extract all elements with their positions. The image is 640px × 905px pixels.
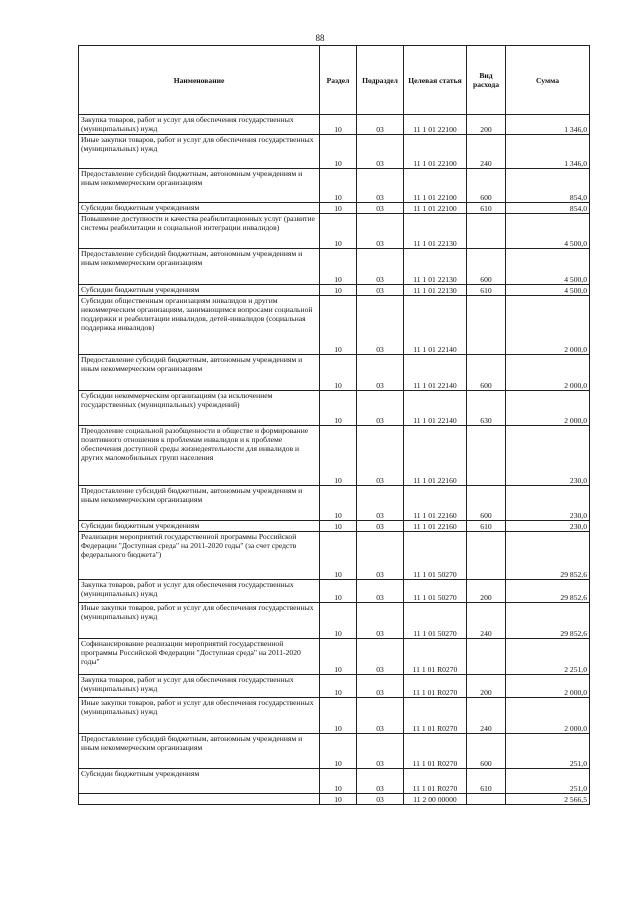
cell-sum: 2 566,5 <box>506 794 590 805</box>
cell-name: Иные закупки товаров, работ и услуг для обеспечения государственных (муниципальных) нужд <box>79 135 320 169</box>
cell-expense-type: 240 <box>467 603 506 639</box>
cell-target-article: 11 1 01 50270 <box>404 532 467 580</box>
cell-section: 10 <box>320 734 357 769</box>
cell-section: 10 <box>320 115 357 135</box>
cell-target-article: 11 1 01 R0270 <box>404 698 467 734</box>
cell-name: Предоставление субсидий бюджетным, автономным учреждениям и иным некоммерческим организациям <box>79 249 320 285</box>
page-number: 88 <box>315 33 325 43</box>
cell-subsection: 03 <box>357 794 404 805</box>
cell-expense-type <box>467 426 506 486</box>
cell-section: 10 <box>320 426 357 486</box>
column-header-name: Наименование <box>79 46 320 115</box>
table-row <box>79 426 590 486</box>
cell-expense-type <box>467 639 506 675</box>
cell-name: Субсидии общественным организациям инвалидов и другим некоммерческим организациям, занимающимся вопросами социальной поддержки и реабилитации инвалидов, детей-инвалидов (социальная поддержка инвалидов) <box>79 296 320 355</box>
cell-subsection: 03 <box>357 603 404 639</box>
cell-sum: 251,0 <box>506 734 590 769</box>
cell-expense-type: 600 <box>467 486 506 521</box>
cell-subsection: 03 <box>357 734 404 769</box>
table-row <box>79 249 590 285</box>
cell-subsection: 03 <box>357 214 404 249</box>
table-row <box>79 115 590 135</box>
cell-name: Закупка товаров, работ и услуг для обеспечения государственных (муниципальных) нужд <box>79 675 320 698</box>
cell-target-article: 11 1 01 22140 <box>404 391 467 426</box>
cell-section: 10 <box>320 296 357 355</box>
cell-sum: 4 500,0 <box>506 249 590 285</box>
cell-expense-type: 200 <box>467 115 506 135</box>
cell-name: Субсидии некоммерческим организациям (за исключением государственных (муниципальных) учреждений) <box>79 391 320 426</box>
cell-sum: 854,0 <box>506 203 590 214</box>
cell-section: 10 <box>320 203 357 214</box>
table-row <box>79 698 590 734</box>
cell-subsection: 03 <box>357 675 404 698</box>
cell-subsection: 03 <box>357 135 404 169</box>
cell-name: Субсидии бюджетным учреждениям <box>79 769 320 794</box>
cell-subsection: 03 <box>357 698 404 734</box>
column-header-section: Раздел <box>320 46 357 115</box>
cell-expense-type: 600 <box>467 355 506 391</box>
cell-sum: 4 500,0 <box>506 285 590 296</box>
table-row <box>79 355 590 391</box>
cell-target-article: 11 1 01 22130 <box>404 249 467 285</box>
cell-section: 10 <box>320 486 357 521</box>
cell-target-article: 11 1 01 22100 <box>404 115 467 135</box>
cell-section: 10 <box>320 532 357 580</box>
table-row <box>79 296 590 355</box>
table-row <box>79 734 590 769</box>
cell-name: Закупка товаров, работ и услуг для обеспечения государственных (муниципальных) нужд <box>79 580 320 603</box>
cell-target-article: 11 1 01 R0270 <box>404 734 467 769</box>
cell-expense-type: 610 <box>467 203 506 214</box>
table-row <box>79 639 590 675</box>
cell-expense-type: 240 <box>467 698 506 734</box>
cell-target-article: 11 1 01 50270 <box>404 580 467 603</box>
cell-name: Преодоление социальной разобщенности в обществе и формирование позитивного отношения к проблемам инвалидов и к проблеме обеспечения доступной среды жизнедеятельности для инвалидов и других маломобильных групп населения <box>79 426 320 486</box>
cell-target-article: 11 1 01 50270 <box>404 603 467 639</box>
cell-target-article: 11 1 01 R0270 <box>404 769 467 794</box>
cell-section: 10 <box>320 285 357 296</box>
cell-expense-type: 600 <box>467 169 506 203</box>
cell-section: 10 <box>320 639 357 675</box>
cell-section: 10 <box>320 214 357 249</box>
column-header-expense-type: Вид расхода <box>467 46 506 115</box>
cell-section: 10 <box>320 355 357 391</box>
cell-sum: 29 852,6 <box>506 580 590 603</box>
cell-name: Предоставление субсидий бюджетным, автономным учреждениям и иным некоммерческим организациям <box>79 734 320 769</box>
cell-name: Иные закупки товаров, работ и услуг для обеспечения государственных (муниципальных) нужд <box>79 698 320 734</box>
cell-name: Предоставление субсидий бюджетным, автономным учреждениям и иным некоммерческим организациям <box>79 169 320 203</box>
cell-subsection: 03 <box>357 285 404 296</box>
cell-expense-type <box>467 296 506 355</box>
cell-section: 10 <box>320 521 357 532</box>
cell-section: 10 <box>320 169 357 203</box>
cell-name: Иные закупки товаров, работ и услуг для обеспечения государственных (муниципальных) нужд <box>79 603 320 639</box>
table-row <box>79 135 590 169</box>
cell-subsection: 03 <box>357 426 404 486</box>
table-row <box>79 214 590 249</box>
cell-section: 10 <box>320 580 357 603</box>
cell-name <box>79 794 320 805</box>
cell-target-article: 11 1 01 22100 <box>404 203 467 214</box>
cell-name: Софинансирование реализации мероприятий государственной программы Российской Федерации "Доступная среда" на 2011-2020 годы" <box>79 639 320 675</box>
cell-subsection: 03 <box>357 169 404 203</box>
cell-target-article: 11 1 01 22100 <box>404 135 467 169</box>
column-header-target-article: Целевая статья <box>404 46 467 115</box>
cell-section: 10 <box>320 675 357 698</box>
cell-subsection: 03 <box>357 296 404 355</box>
cell-expense-type: 630 <box>467 391 506 426</box>
table-row <box>79 203 590 214</box>
table-row <box>79 169 590 203</box>
cell-expense-type: 200 <box>467 580 506 603</box>
cell-sum: 4 500,0 <box>506 214 590 249</box>
cell-sum: 2 251,0 <box>506 639 590 675</box>
table-row <box>79 580 590 603</box>
budget-table <box>78 45 590 805</box>
cell-sum: 29 852,6 <box>506 603 590 639</box>
cell-section: 10 <box>320 391 357 426</box>
cell-expense-type: 600 <box>467 249 506 285</box>
table-row <box>79 486 590 521</box>
column-header-sum: Сумма <box>506 46 590 115</box>
cell-expense-type: 240 <box>467 135 506 169</box>
cell-sum: 1 346,0 <box>506 115 590 135</box>
cell-section: 10 <box>320 135 357 169</box>
cell-expense-type: 610 <box>467 521 506 532</box>
cell-subsection: 03 <box>357 580 404 603</box>
cell-target-article: 11 1 01 22140 <box>404 296 467 355</box>
cell-sum: 29 852,6 <box>506 532 590 580</box>
cell-target-article: 11 2 00 00000 <box>404 794 467 805</box>
cell-expense-type <box>467 214 506 249</box>
cell-name: Предоставление субсидий бюджетным, автономным учреждениям и иным некоммерческим организациям <box>79 355 320 391</box>
table-row <box>79 794 590 805</box>
cell-name: Предоставление субсидий бюджетным, автономным учреждениям и иным некоммерческим организациям <box>79 486 320 521</box>
cell-sum: 230,0 <box>506 426 590 486</box>
cell-expense-type: 200 <box>467 675 506 698</box>
cell-sum: 2 000,0 <box>506 698 590 734</box>
cell-sum: 1 346,0 <box>506 135 590 169</box>
cell-section: 10 <box>320 769 357 794</box>
cell-name: Субсидии бюджетным учреждениям <box>79 521 320 532</box>
cell-target-article: 11 1 01 22100 <box>404 169 467 203</box>
cell-name: Повышение доступности и качества реабилитационных услуг (развитие системы реабилитации и социальной интеграции инвалидов) <box>79 214 320 249</box>
column-header-subsection: Подраздел <box>357 46 404 115</box>
cell-sum: 2 000,0 <box>506 355 590 391</box>
cell-expense-type: 610 <box>467 285 506 296</box>
cell-name: Субсидии бюджетным учреждениям <box>79 203 320 214</box>
cell-target-article: 11 1 01 22160 <box>404 426 467 486</box>
table-row <box>79 603 590 639</box>
cell-sum: 251,0 <box>506 769 590 794</box>
table-row <box>79 532 590 580</box>
cell-subsection: 03 <box>357 639 404 675</box>
cell-name: Субсидии бюджетным учреждениям <box>79 285 320 296</box>
cell-sum: 2 000,0 <box>506 675 590 698</box>
cell-sum: 230,0 <box>506 521 590 532</box>
cell-expense-type: 600 <box>467 734 506 769</box>
cell-subsection: 03 <box>357 115 404 135</box>
table-header-row <box>79 46 590 115</box>
cell-target-article: 11 1 01 22160 <box>404 521 467 532</box>
cell-section: 10 <box>320 249 357 285</box>
cell-subsection: 03 <box>357 769 404 794</box>
cell-sum: 2 000,0 <box>506 296 590 355</box>
table-row <box>79 521 590 532</box>
cell-target-article: 11 1 01 22130 <box>404 285 467 296</box>
table-row <box>79 391 590 426</box>
cell-name: Закупка товаров, работ и услуг для обеспечения государственных (муниципальных) нужд <box>79 115 320 135</box>
table-body <box>79 115 590 805</box>
cell-subsection: 03 <box>357 203 404 214</box>
cell-expense-type <box>467 532 506 580</box>
cell-subsection: 03 <box>357 391 404 426</box>
cell-subsection: 03 <box>357 486 404 521</box>
cell-target-article: 11 1 01 22130 <box>404 214 467 249</box>
cell-section: 10 <box>320 794 357 805</box>
cell-target-article: 11 1 01 R0270 <box>404 675 467 698</box>
cell-expense-type <box>467 794 506 805</box>
cell-expense-type: 610 <box>467 769 506 794</box>
table-row <box>79 285 590 296</box>
cell-section: 10 <box>320 698 357 734</box>
cell-sum: 854,0 <box>506 169 590 203</box>
cell-sum: 2 000,0 <box>506 391 590 426</box>
cell-sum: 230,0 <box>506 486 590 521</box>
cell-subsection: 03 <box>357 521 404 532</box>
cell-name: Реализация мероприятий государственной программы Российской Федерации "Доступная среда" на 2011-2020 годы" (за счет средств федерального бюджета") <box>79 532 320 580</box>
table-row <box>79 675 590 698</box>
cell-subsection: 03 <box>357 249 404 285</box>
cell-target-article: 11 1 01 22140 <box>404 355 467 391</box>
cell-section: 10 <box>320 603 357 639</box>
cell-subsection: 03 <box>357 532 404 580</box>
cell-target-article: 11 1 01 22160 <box>404 486 467 521</box>
cell-subsection: 03 <box>357 355 404 391</box>
cell-target-article: 11 1 01 R0270 <box>404 639 467 675</box>
table-row <box>79 769 590 794</box>
